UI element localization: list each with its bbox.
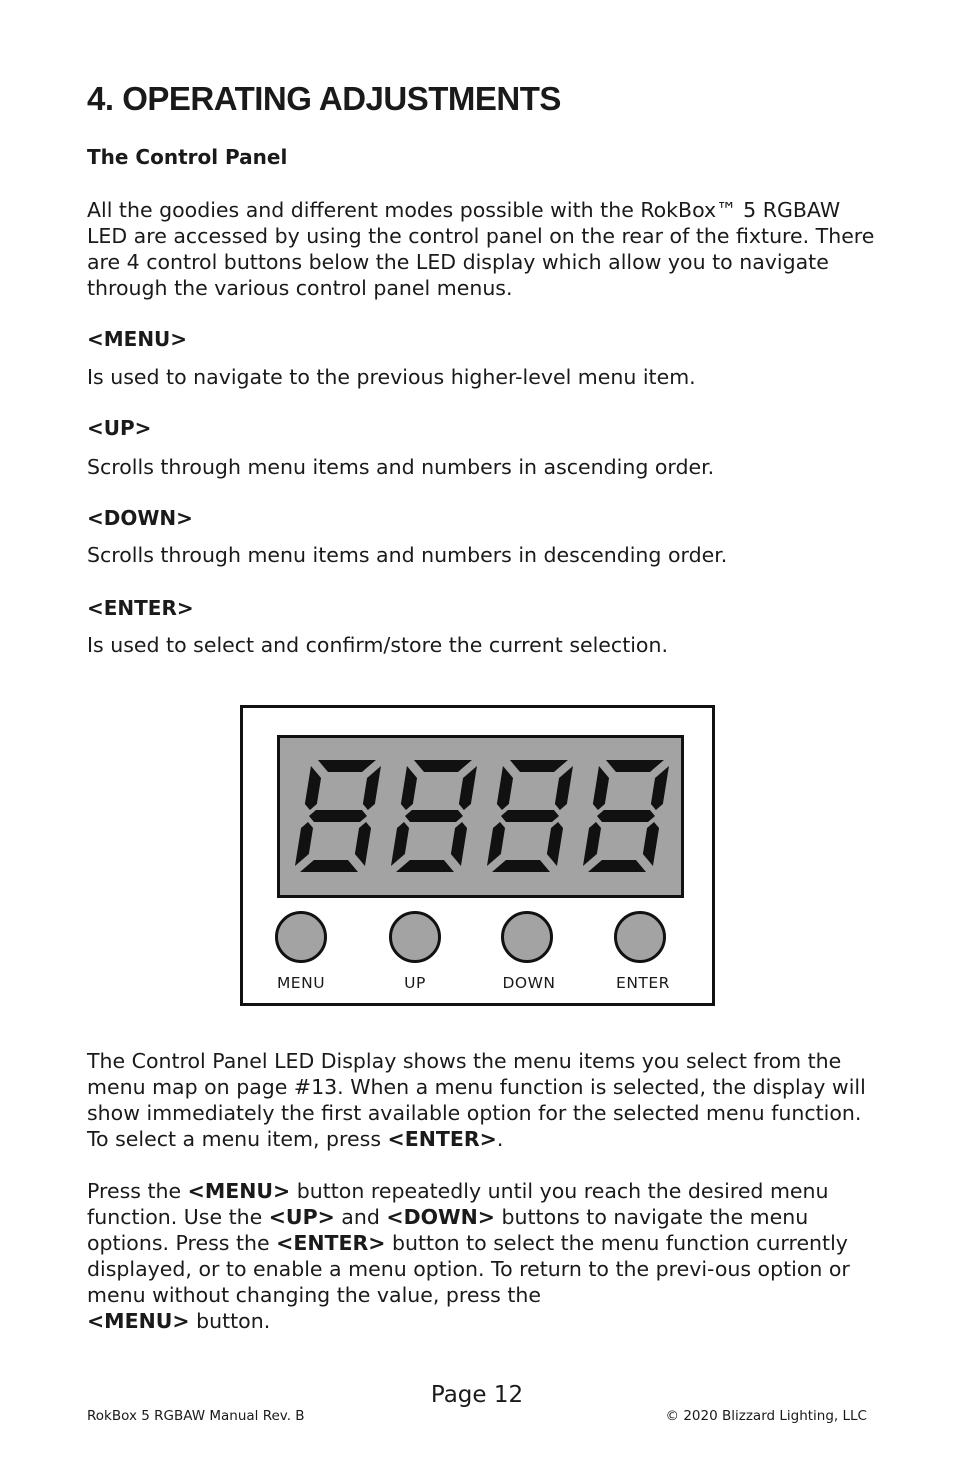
control-panel-subheading: The Control Panel	[87, 145, 288, 169]
footer-copyright: © 2020 Blizzard Lighting, LLC	[665, 1408, 867, 1424]
digit-4-seg-lower-left	[583, 822, 601, 866]
digit-1-seg-bottom	[300, 860, 358, 872]
enter-button-description: Is used to select and confirm/store the current selection.	[87, 633, 668, 657]
digit-4-seg-top	[606, 760, 664, 772]
nav-text-5: button to select the menu function currently displayed, or to enable a menu option. To return to the previ-ous option or menu without changing the value, press the	[87, 1231, 850, 1307]
digit-2-seg-upper-right	[459, 766, 477, 810]
down-button-title: <DOWN>	[87, 506, 193, 530]
enter-button-label: ENTER	[616, 974, 670, 992]
nav-bold-up: <UP>	[268, 1205, 335, 1229]
digit-4-seg-mid	[597, 810, 655, 822]
menu-button-description: Is used to navigate to the previous higher-level menu item.	[87, 365, 696, 389]
down-button-label: DOWN	[502, 974, 556, 992]
up-button-title: <UP>	[87, 416, 152, 440]
enter-button-title: <ENTER>	[87, 596, 194, 620]
digit-3-seg-upper-left	[497, 766, 513, 810]
digit-1-seg-mid	[309, 810, 367, 822]
menu-button-label: MENU	[276, 974, 326, 992]
digit-3-seg-upper-right	[555, 766, 573, 810]
nav-text-2: button repeatedly until you reach the desired menu function. Use the	[87, 1179, 829, 1229]
enter-button[interactable]	[614, 911, 666, 963]
nav-bold-down: <DOWN>	[386, 1205, 495, 1229]
seven-segment-digits	[280, 738, 681, 895]
digit-group	[295, 760, 669, 872]
digit-2-seg-lower-right	[451, 822, 467, 866]
up-button-label: UP	[404, 974, 426, 992]
nav-text-1: Press the	[87, 1179, 188, 1203]
nav-text-4: buttons to navigate the menu options. Press the	[87, 1205, 809, 1255]
intro-paragraph: All the goodies and different modes possible with the RokBox™ 5 RGBAW LED are accessed by using the control panel on the rear of the fixture. There are 4 control buttons below the LED display which allow you to navigate through the various control panel menus.	[87, 198, 875, 300]
nav-bold-menu: <MENU>	[187, 1179, 291, 1203]
display-paragraph	[87, 1048, 877, 1152]
display-text-2: .	[496, 1127, 504, 1151]
digit-1-seg-upper-right	[363, 766, 381, 810]
digit-3-seg-lower-left	[487, 822, 505, 866]
digit-3-seg-mid	[501, 810, 559, 822]
digit-2-seg-lower-left	[391, 822, 409, 866]
up-button[interactable]	[389, 911, 441, 963]
down-button-description: Scrolls through menu items and numbers in descending order.	[87, 543, 728, 567]
digit-3-seg-lower-right	[547, 822, 563, 866]
section-heading: 4. OPERATING ADJUSTMENTS	[87, 80, 561, 117]
digit-1-seg-lower-left	[295, 822, 313, 866]
digit-4-seg-bottom	[588, 860, 646, 872]
nav-text-3: and	[334, 1205, 387, 1229]
digit-4-seg-upper-right	[651, 766, 669, 810]
down-button[interactable]	[501, 911, 553, 963]
navigation-paragraph	[87, 1178, 877, 1334]
digit-1-seg-top	[318, 760, 376, 772]
digit-1-seg-upper-left	[305, 766, 321, 810]
display-bold-enter: <ENTER>	[387, 1127, 497, 1151]
nav-text-6: button.	[189, 1309, 271, 1333]
control-panel-diagram	[240, 705, 715, 1006]
menu-button-title: <MENU>	[87, 327, 188, 351]
up-button-description: Scrolls through menu items and numbers in ascending order.	[87, 455, 715, 479]
digit-2-seg-top	[414, 760, 472, 772]
digit-4-seg-upper-left	[593, 766, 609, 810]
page-number: Page 12	[430, 1382, 524, 1408]
footer-manual-title: RokBox 5 RGBAW Manual Rev. B	[87, 1408, 305, 1424]
led-display	[277, 735, 684, 898]
digit-4-seg-lower-right	[643, 822, 659, 866]
digit-3-seg-bottom	[492, 860, 550, 872]
nav-bold-menu-2: <MENU>	[87, 1309, 190, 1333]
digit-2-seg-mid	[405, 810, 463, 822]
digit-1-seg-lower-right	[355, 822, 371, 866]
nav-bold-enter: <ENTER>	[276, 1231, 386, 1255]
display-text-1: The Control Panel LED Display shows the menu items you select from the menu map on page #13. When a menu function is selected, the display will show immediately the first available option for the selected menu function. To select a menu item, press	[87, 1049, 866, 1151]
digit-3-seg-top	[510, 760, 568, 772]
digit-2-seg-bottom	[396, 860, 454, 872]
menu-button[interactable]	[275, 911, 327, 963]
digit-2-seg-upper-left	[401, 766, 417, 810]
